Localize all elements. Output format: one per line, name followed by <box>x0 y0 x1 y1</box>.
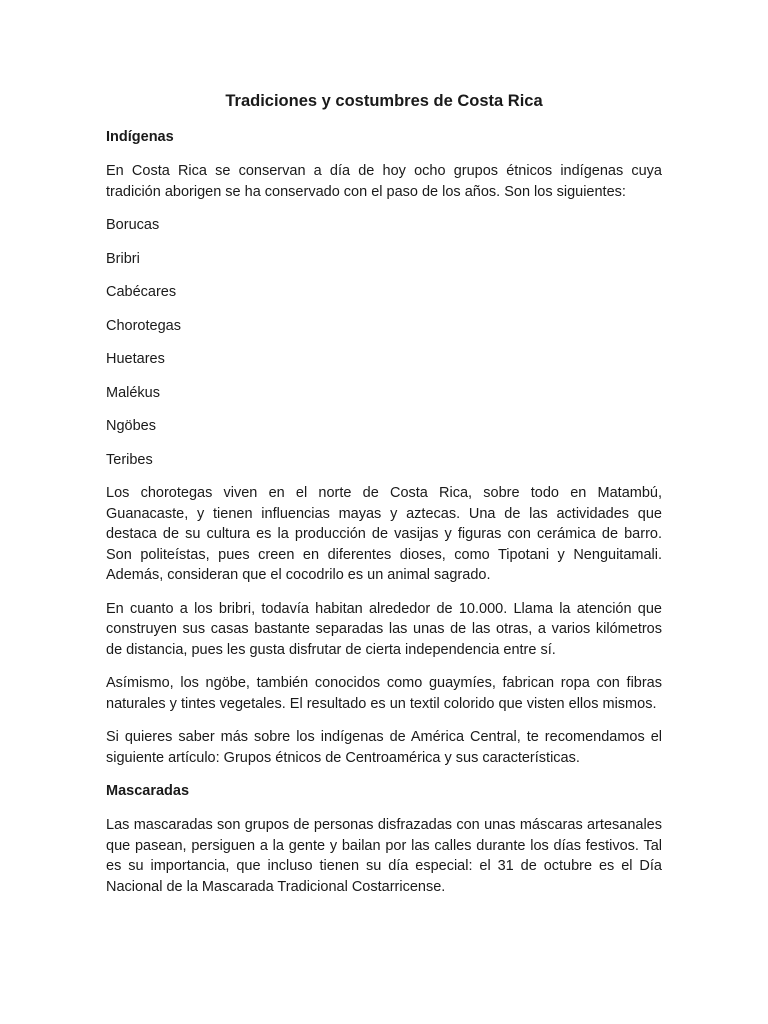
list-item: Teribes <box>106 451 153 468</box>
list-item: Huetares <box>106 351 165 367</box>
list-item: Bribri <box>106 250 140 267</box>
section-heading-indigenas: Indígenas <box>106 129 174 145</box>
section-indigenas <box>106 127 662 768</box>
paragraph-bribri: En cuanto a los bribri, todavía habitan alrededor de 10.000. Llama la atención que construyen sus casas bastante separadas las unas de las otras, a varios kilómetros de distancia, pues les gusta disfrutar de cierta independencia entre sí. <box>106 600 662 658</box>
paragraph-chorotegas: Los chorotegas viven en el norte de Costa Rica, sobre todo en Matambú, Guanacaste, y tienen influencias mayas y aztecas. Una de las actividades que destaca de su cultura es la producción de vasijas y figuras con cerámica de barro. Son politeístas, pues creen en diferentes dioses, como Tipotani y Nenguitamali. Además, consideran que el cocodrilo es un animal sagrado. <box>106 485 662 583</box>
paragraph-more-info: Si quieres saber más sobre los indígenas de América Central, te recomendamos el siguiente artículo: Grupos étnicos de Centroamérica y sus características. <box>106 729 662 766</box>
intro-paragraph: En Costa Rica se conservan a día de hoy ocho grupos étnicos indígenas cuya tradición aborigen se ha conservado con el paso de los años. Son los siguientes: <box>106 163 662 200</box>
document-page <box>106 90 662 910</box>
list-item: Ngöbes <box>106 418 156 434</box>
paragraph-ngobe: Asímismo, los ngöbe, también conocidos como guaymíes, fabrican ropa con fibras naturales y tintes vegetales. El resultado es un textil colorido que visten ellos mismos. <box>106 675 662 712</box>
list-item: Borucas <box>106 217 160 233</box>
list-item: Cabécares <box>106 284 177 300</box>
document-title: Tradiciones y costumbres de Costa Rica <box>225 92 543 110</box>
section-mascaradas <box>106 781 662 897</box>
list-item: Malékus <box>106 384 160 401</box>
paragraph-mascaradas: Las mascaradas son grupos de personas disfrazadas con unas máscaras artesanales que pasean, persiguen a la gente y bailan por las calles durante los días festivos. Tal es su importancia, que incluso tienen su día especial: el 31 de octubre es el Día Nacional de la Mascarada Tradicional Costarricense. <box>106 817 662 895</box>
section-heading-mascaradas: Mascaradas <box>106 783 190 799</box>
indigenous-groups-list <box>106 215 662 470</box>
list-item: Chorotegas <box>106 317 181 334</box>
